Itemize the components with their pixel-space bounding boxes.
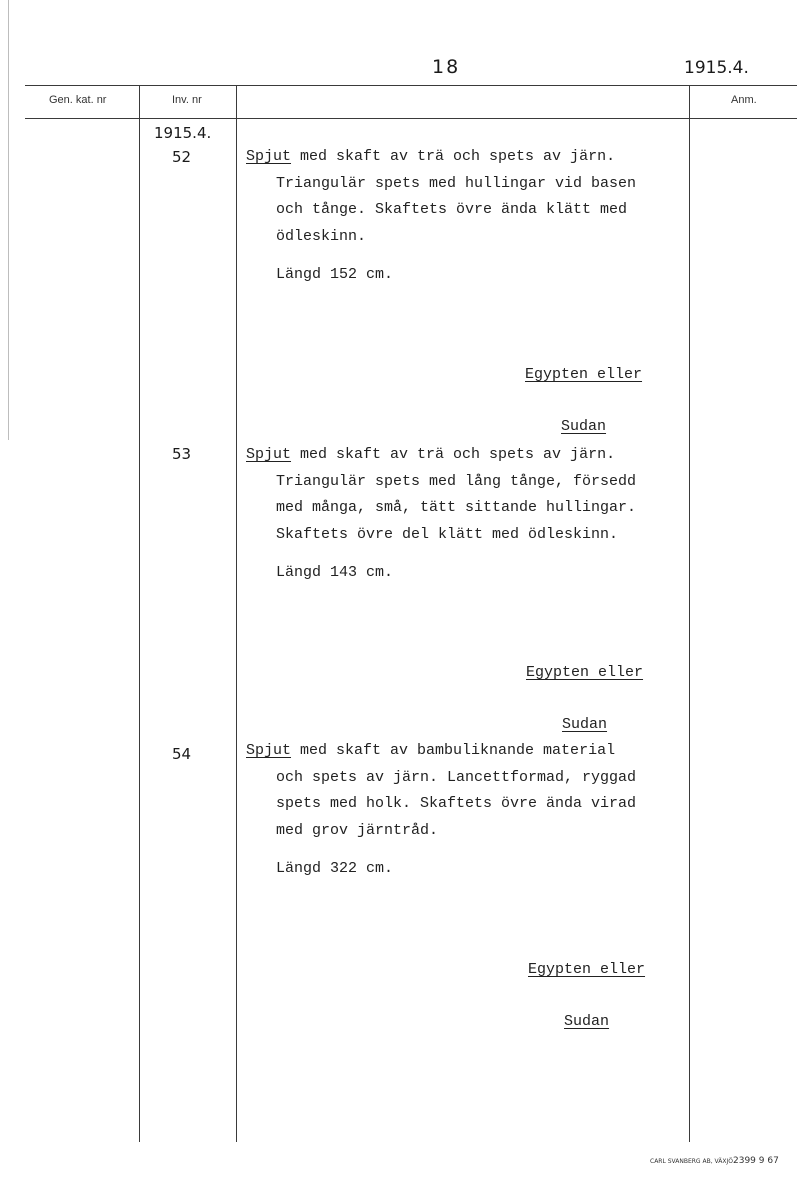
origin-line-1: Egypten eller [528,961,646,978]
printer-imprint: CARL SVANBERG AB, VÄXJÖ [650,1158,733,1165]
column-divider-1 [139,85,140,1142]
catalog-entry [246,144,676,289]
column-header-anm: Anm. [731,94,757,106]
catalog-entry [246,738,676,883]
entry-length: Längd 152 cm. [276,266,394,283]
entry-length: Längd 143 cm. [276,564,394,581]
inventory-number: 52 [172,148,192,166]
header-top-rule [25,85,797,86]
header-inventory-code: 1915.4. [684,58,749,78]
origin-line-1: Egypten eller [525,366,643,383]
entry-first-line [246,144,676,171]
entry-description-line: och tånge. Skaftets övre ända klätt med [276,201,628,218]
origin-line-2: Sudan [561,418,607,435]
page-number: 18 [432,56,461,78]
column-header-gen-kat-nr: Gen. kat. nr [49,94,107,106]
scan-edge-mark [8,0,9,440]
entry-title: Spjut [246,148,292,165]
entry-first-line-text: med skaft av trä och spets av järn. [291,446,616,463]
entry-first-line [246,442,676,469]
origin-line-2: Sudan [564,1013,610,1030]
entry-description-line: spets med holk. Skaftets övre ända virad [276,795,637,812]
entry-title: Spjut [246,446,292,463]
entry-description-line: Skaftets övre del klätt med ödleskinn. [276,525,619,543]
catalog-entry [246,442,676,587]
entry-first-line-text: med skaft av trä och spets av järn. [291,148,616,165]
entry-description-line: ödleskinn. [276,227,367,245]
entry-title: Spjut [246,742,292,759]
inventory-code: 1915.4. [154,124,212,142]
entry-description-line: och spets av järn. Lancettformad, ryggad [276,768,637,786]
entry-length: Längd 322 cm. [276,860,394,877]
column-divider-3 [689,85,690,1142]
form-number: 2399 9 67 [733,1156,779,1166]
entry-origin [528,905,645,1061]
inventory-number: 54 [172,745,192,763]
entry-description-line: Triangulär spets med hullingar vid basen [276,174,637,192]
entry-description-line: Triangulär spets med lång tånge, försedd [276,472,637,490]
origin-line-2: Sudan [562,716,608,733]
inventory-number: 53 [172,445,192,463]
entry-description-line: med grov järntråd. [276,821,439,839]
header-bottom-rule [25,118,797,119]
origin-line-1: Egypten eller [526,664,644,681]
entry-first-line [246,738,676,765]
column-header-inv-nr: Inv. nr [172,94,202,106]
entry-description-line: med många, små, tätt sittande hullingar. [276,499,637,516]
column-divider-2 [236,85,237,1142]
entry-first-line-text: med skaft av bambuliknande material [291,742,616,759]
